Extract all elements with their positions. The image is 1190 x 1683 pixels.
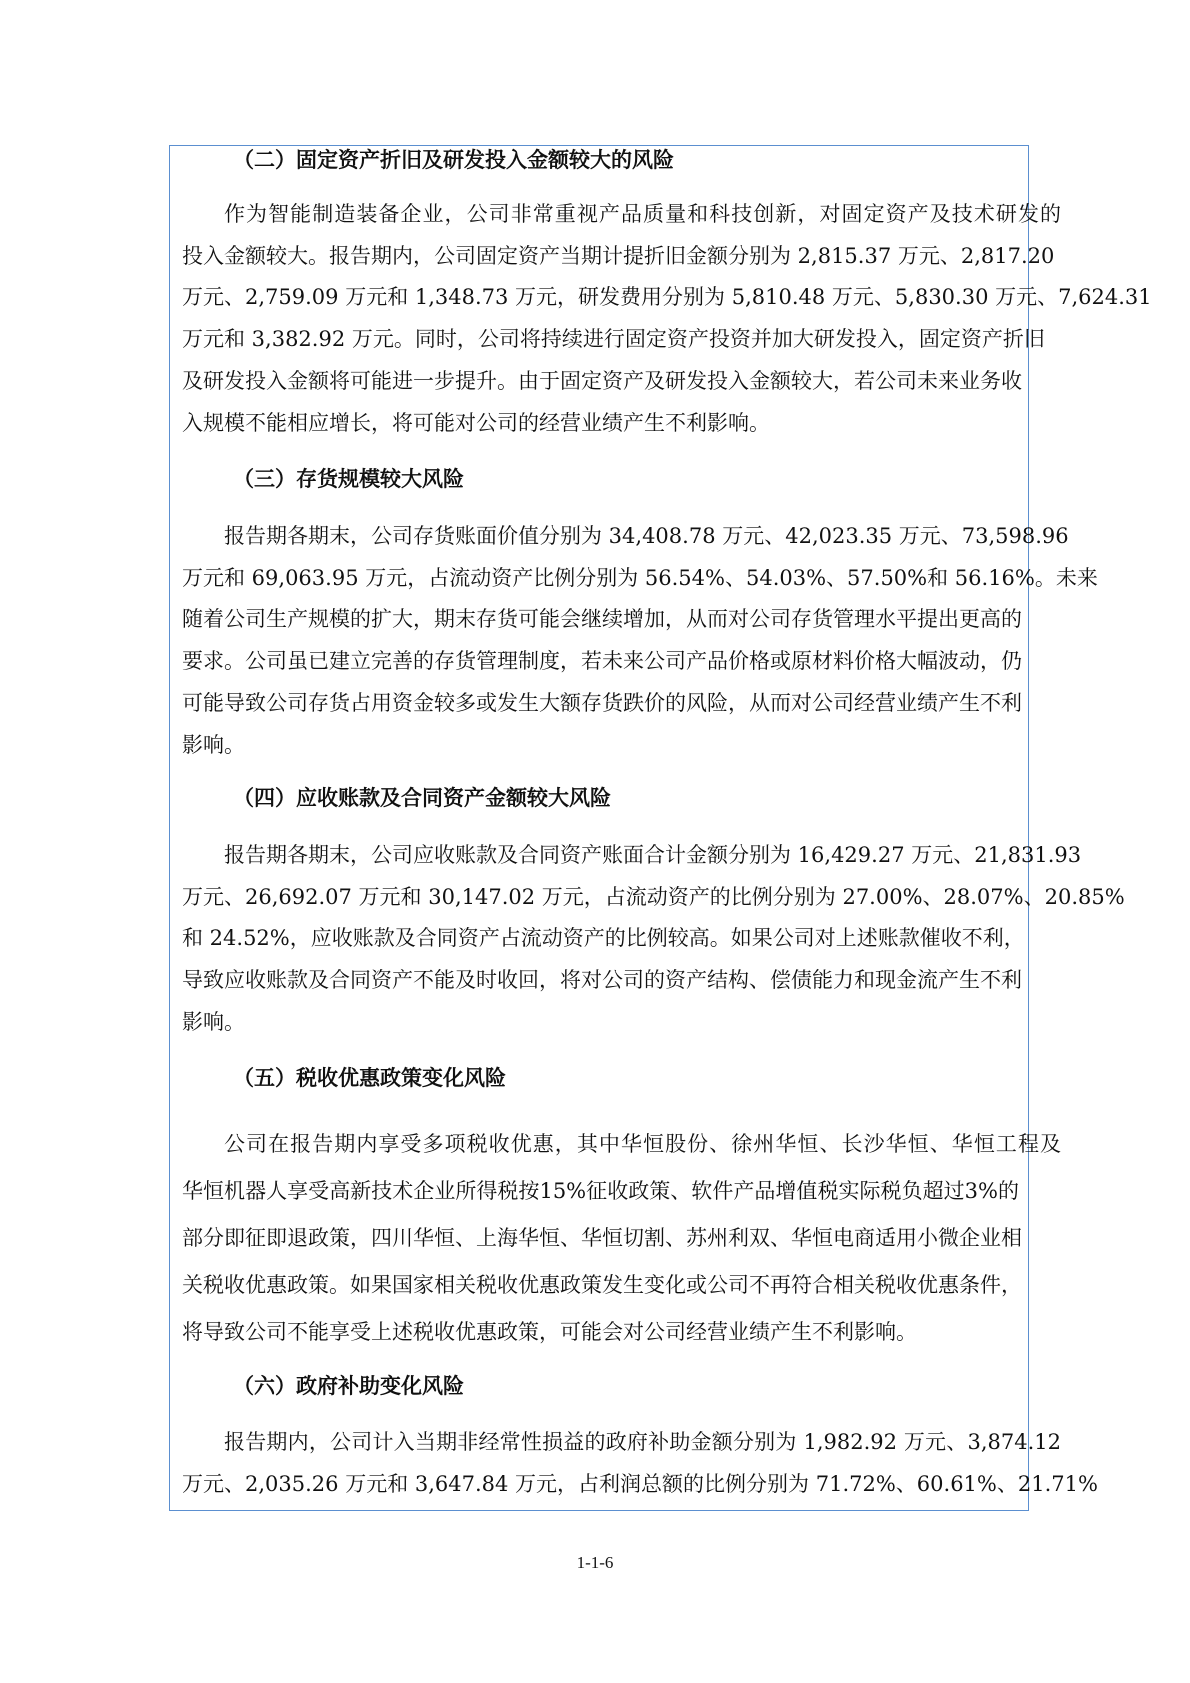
paragraph-line: 万元和 69,063.95 万元，占流动资产比例分别为 56.54%、54.03%、57.50%和 56.16%。未来 [182, 565, 1098, 590]
page-number: 1-1-6 [576, 1553, 614, 1572]
paragraph-line: 随着公司生产规模的扩大，期末存货可能会继续增加，从而对公司存货管理水平提出更高的 [182, 607, 1022, 632]
paragraph-line: 公司在报告期内享受多项税收优惠，其中华恒股份、徐州华恒、长沙华恒、华恒工程及 [224, 1132, 1061, 1156]
paragraph-line: 报告期各期末，公司应收账款及合同资产账面合计金额分别为 16,429.27 万元、21,831.93 [224, 843, 1082, 867]
paragraph-line: 投入金额较大。报告期内，公司固定资产当期计提折旧金额分别为 2,815.37 万元、2,817.20 [182, 243, 1055, 268]
paragraph-line: 将导致公司不能享受上述税收优惠政策，可能会对公司经营业绩产生不利影响。 [182, 1320, 917, 1344]
paragraph-line: 及研发投入金额将可能进一步提升。由于固定资产及研发投入金额较大，若公司未来业务收 [182, 368, 1022, 393]
paragraph-line: 万元和 3,382.92 万元。同时，公司将持续进行固定资产投资并加大研发投入，固定资产折旧 [182, 327, 1045, 352]
paragraph-line: 影响。 [182, 732, 245, 757]
paragraph-line: 万元、26,692.07 万元和 30,147.02 万元，占流动资产的比例分别为 27.00%、28.07%、20.85% [182, 884, 1125, 909]
paragraph-line: 可能导致公司存货占用资金较多或发生大额存货跌价的风险，从而对公司经营业绩产生不利 [182, 690, 1022, 715]
section-heading: （三）存货规模较大风险 [233, 466, 464, 491]
section-heading: （二）固定资产折旧及研发投入金额较大的风险 [233, 147, 674, 172]
paragraph-line: 和 24.52%，应收账款及合同资产占流动资产的比例较高。如果公司对上述账款催收不利， [182, 926, 1025, 951]
section-heading: （六）政府补助变化风险 [233, 1373, 464, 1398]
section-heading: （五）税收优惠政策变化风险 [233, 1065, 506, 1090]
paragraph-line: 报告期内，公司计入当期非经常性损益的政府补助金额分别为 1,982.92 万元、3,874.12 [224, 1430, 1061, 1454]
paragraph-line: 部分即征即退政策，四川华恒、上海华恒、华恒切割、苏州利双、华恒电商适用小微企业相 [182, 1226, 1022, 1250]
paragraph-line: 关税收优惠政策。如果国家相关税收优惠政策发生变化或公司不再符合相关税收优惠条件， [182, 1273, 1022, 1297]
paragraph-line: 万元、2,035.26 万元和 3,647.84 万元，占利润总额的比例分别为 71.72%、60.61%、21.71% [182, 1471, 1098, 1496]
paragraph-line: 入规模不能相应增长，将可能对公司的经营业绩产生不利影响。 [182, 410, 770, 435]
paragraph-line: 华恒机器人享受高新技术企业所得税按15%征收政策、软件产品增值税实际税负超过3%的 [182, 1179, 1019, 1203]
paragraph-line: 报告期各期末，公司存货账面价值分别为 34,408.78 万元、42,023.35 万元、73,598.96 [224, 524, 1069, 548]
paragraph-line: 要求。公司虽已建立完善的存货管理制度，若未来公司产品价格或原材料价格大幅波动，仍 [182, 649, 1022, 674]
section-heading: （四）应收账款及合同资产金额较大风险 [233, 785, 611, 810]
paragraph-line: 作为智能制造装备企业，公司非常重视产品质量和科技创新，对固定资产及技术研发的 [224, 202, 1061, 226]
paragraph-line: 万元、2,759.09 万元和 1,348.73 万元，研发费用分别为 5,810.48 万元、5,830.30 万元、7,624.31 [182, 285, 1152, 310]
paragraph-line: 导致应收账款及合同资产不能及时收回，将对公司的资产结构、偿债能力和现金流产生不利 [182, 968, 1022, 993]
paragraph-line: 影响。 [182, 1009, 245, 1034]
